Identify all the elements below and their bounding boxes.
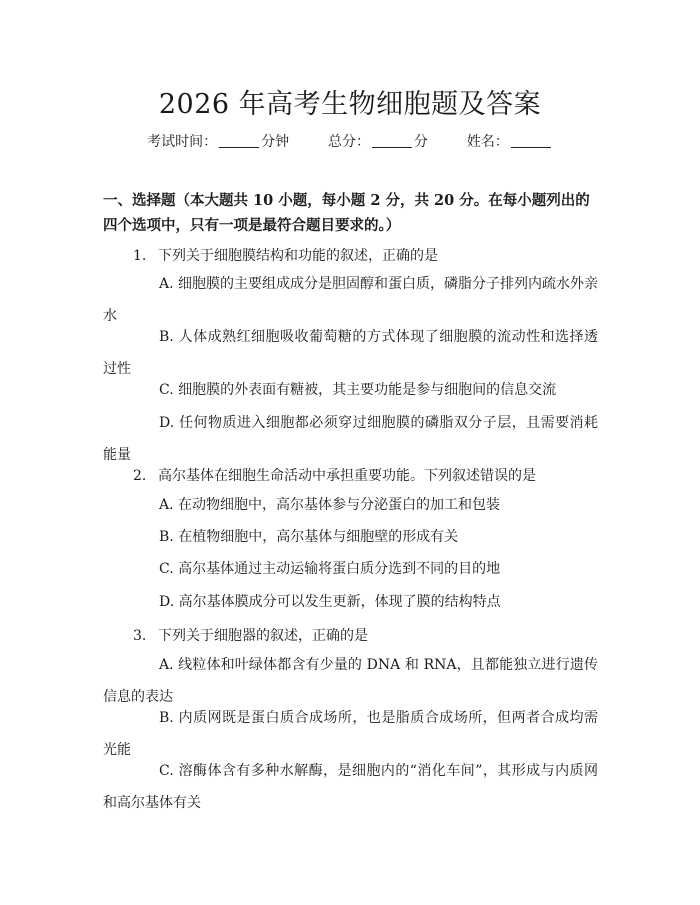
- answer-option: C. 溶酶体含有多种水解酶，是细胞内的“消化车间”，其形成与内质网和高尔基体有关: [103, 763, 598, 811]
- page-title: 2026 年高考生物细胞题及答案: [158, 89, 542, 120]
- answer-option: B. 在植物细胞中，高尔基体与细胞壁的形成有关: [159, 529, 459, 545]
- answer-option: A. 线粒体和叶绿体都含有少量的 DNA 和 RNA，且都能独立进行遗传信息的表达: [103, 657, 598, 705]
- time-label: 考试时间：: [147, 134, 218, 150]
- question-stem: [133, 245, 603, 265]
- score-label: 总分：: [328, 134, 370, 150]
- answer-option: C. 细胞膜的外表面有糖被，其主要功能是参与细胞间的信息交流: [159, 382, 557, 398]
- question-stem: [133, 465, 603, 485]
- question-number: 1.: [133, 248, 147, 264]
- question-text: 下列关于细胞器的叙述，正确的是: [158, 628, 368, 644]
- name-blank: [511, 133, 551, 148]
- question-stem: [133, 625, 603, 645]
- question-number: 3.: [133, 628, 147, 644]
- score-blank: [372, 133, 412, 148]
- time-blank: [219, 133, 259, 148]
- answer-option: D. 高尔基体膜成分可以发生更新，体现了膜的结构特点: [159, 594, 501, 610]
- section-heading: 一、选择题（本大题共 10 小题，每小题 2 分，共 20 分。在每小题列出的四个选项中，只有一项是最符合题目要求的。）: [103, 192, 590, 234]
- answer-option: B. 人体成熟红细胞吸收葡萄糖的方式体现了细胞膜的流动性和选择透过性: [103, 329, 598, 377]
- exam-info-line: [0, 131, 700, 151]
- name-label: 姓名：: [466, 134, 509, 150]
- question-text: 高尔基体在细胞生命活动中承担重要功能。下列叙述错误的是: [158, 468, 536, 484]
- question-text: 下列关于细胞膜结构和功能的叙述，正确的是: [158, 248, 438, 264]
- answer-option: C. 高尔基体通过主动运输将蛋白质分选到不同的目的地: [159, 561, 501, 577]
- answer-option: D. 任何物质进入细胞都必须穿过细胞膜的磷脂双分子层，且需要消耗能量: [103, 415, 598, 463]
- time-unit: 分钟: [261, 134, 290, 150]
- score-unit: 分: [414, 134, 428, 150]
- answer-option: B. 内质网既是蛋白质合成场所，也是脂质合成场所，但两者合成均需光能: [103, 710, 598, 758]
- answer-option: A. 在动物细胞中，高尔基体参与分泌蛋白的加工和包装: [159, 497, 501, 513]
- question-number: 2.: [133, 468, 147, 484]
- answer-option: A. 细胞膜的主要组成成分是胆固醇和蛋白质，磷脂分子排列内疏水外亲水: [103, 276, 599, 324]
